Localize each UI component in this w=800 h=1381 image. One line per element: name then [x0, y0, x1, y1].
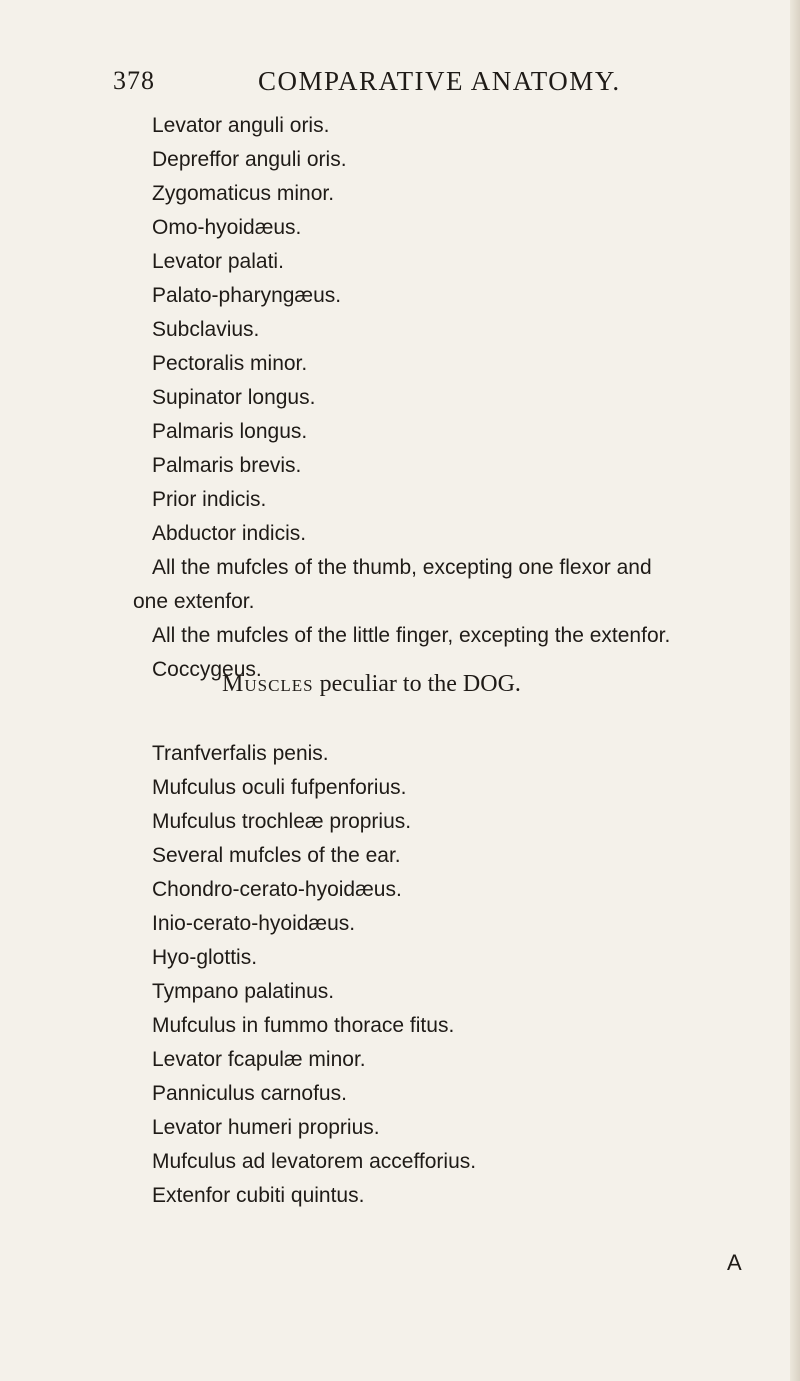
- catchword: A: [727, 1250, 742, 1275]
- list-item: All the mufcles of the thumb, excepting one flexor and: [152, 556, 652, 579]
- list-item: Abductor indicis.: [152, 522, 307, 545]
- page-number: 378: [113, 66, 155, 95]
- list-item: Mufculus ad levatorem accefforius.: [152, 1150, 477, 1173]
- list-item: Levator humeri proprius.: [152, 1116, 380, 1139]
- list-item: Depreffor anguli oris.: [152, 148, 347, 171]
- list-item: All the mufcles of the little finger, excepting the extenfor.: [152, 624, 671, 647]
- list-item: Tranfverfalis penis.: [152, 742, 329, 765]
- list-item: Extenfor cubiti quintus.: [152, 1184, 365, 1207]
- list-item: Levator anguli oris.: [152, 114, 330, 137]
- list-item: Mufculus trochleæ proprius.: [152, 810, 412, 833]
- running-header: [0, 66, 800, 106]
- section-heading-rest: peculiar to the DOG.: [313, 671, 521, 697]
- list-item: Levator palati.: [152, 250, 284, 273]
- list-item: Inio-cerato-hyoidæus.: [152, 912, 356, 935]
- page-edge: [790, 0, 800, 1381]
- list-item-continuation: one extenfor.: [133, 590, 255, 613]
- list-item: Prior indicis.: [152, 488, 267, 511]
- list-item: Subclavius.: [152, 318, 260, 341]
- running-title: COMPARATIVE ANATOMY.: [258, 66, 621, 96]
- list-item: Coccygeus.: [152, 658, 262, 681]
- list-item: Omo-hyoidæus.: [152, 216, 302, 239]
- section-heading-word: Muscles: [222, 671, 314, 697]
- list-item: Hyo-glottis.: [152, 946, 258, 969]
- list-item: Palmaris brevis.: [152, 454, 302, 477]
- list-item: Zygomaticus minor.: [152, 182, 335, 205]
- list-item: Supinator longus.: [152, 386, 316, 409]
- list-item: Levator fcapulæ minor.: [152, 1048, 366, 1071]
- section-heading: [222, 671, 521, 698]
- list-item: Tympano palatinus.: [152, 980, 335, 1003]
- list-item: Several mufcles of the ear.: [152, 844, 401, 867]
- list-item: Pectoralis minor.: [152, 352, 308, 375]
- list-item: Mufculus oculi fufpenforius.: [152, 776, 407, 799]
- list-item: Mufculus in fummo thorace fitus.: [152, 1014, 455, 1037]
- list-item: Chondro-cerato-hyoidæus.: [152, 878, 402, 901]
- list-item: Palmaris longus.: [152, 420, 308, 443]
- list-item: Panniculus carnofus.: [152, 1082, 347, 1105]
- list-item: Palato-pharyngæus.: [152, 284, 342, 307]
